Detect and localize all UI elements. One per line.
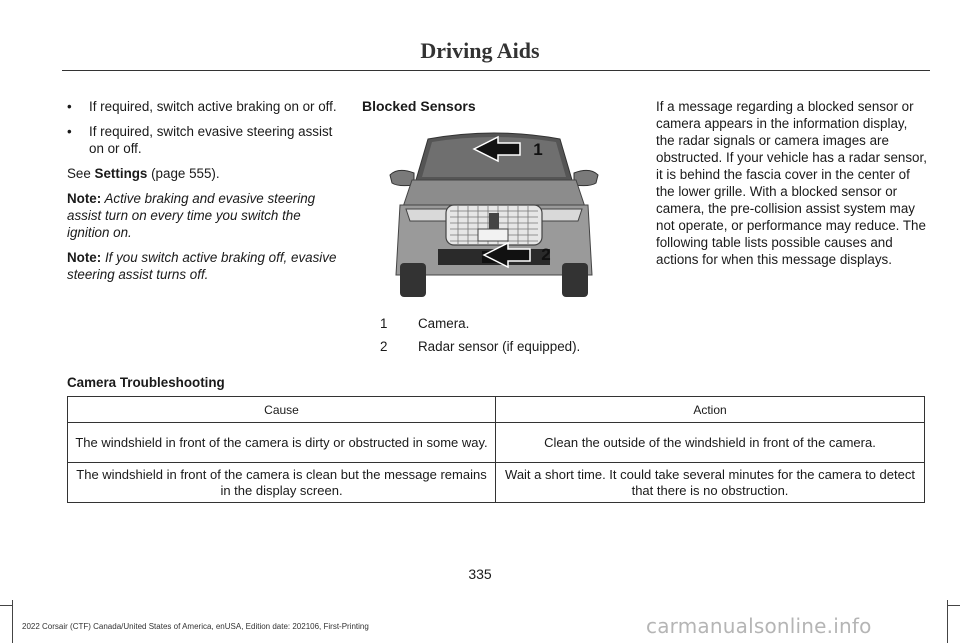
legend-text: Radar sensor (if equipped).: [418, 339, 581, 354]
bullet-item: [67, 123, 339, 157]
note-2: [67, 249, 339, 283]
callout-2-label: 2: [541, 245, 551, 264]
header-action: Action: [496, 397, 925, 423]
crop-mark: [947, 600, 948, 643]
watermark: carmanualsonline.info: [646, 614, 872, 638]
cell-cause: The windshield in front of the camera is dirty or obstructed in some way.: [68, 423, 496, 463]
see-reference: [67, 165, 339, 182]
note-text: Active braking and evasive steering assist turn on every time you switch the ignition on.: [67, 191, 316, 240]
header-divider: [62, 70, 930, 71]
edition-footer: 2022 Corsair (CTF) Canada/United States of America, enUSA, Edition date: 202106, First-Printing: [22, 622, 369, 631]
bullet-item: [67, 98, 339, 115]
cell-action: Clean the outside of the windshield in front of the camera.: [496, 423, 925, 463]
section-heading: Blocked Sensors: [362, 98, 476, 114]
cell-action: Wait a short time. It could take several minutes for the camera to detect that there is no obstruction.: [496, 463, 925, 503]
cell-cause: The windshield in front of the camera is clean but the message remains in the display screen.: [68, 463, 496, 503]
column-right: [656, 98, 928, 268]
bullet-text: If required, switch evasive steering assist on or off.: [89, 124, 333, 156]
table-row: [68, 423, 925, 463]
callout-1-label: 1: [533, 140, 543, 159]
bullet-icon: •: [67, 99, 72, 114]
legend-number: 1: [380, 316, 388, 331]
legend-text: Camera.: [418, 316, 470, 331]
vehicle-front-illustration: [388, 125, 600, 298]
see-prefix: See: [67, 166, 95, 181]
bullet-text: If required, switch active braking on or off.: [89, 99, 337, 114]
header-cause: Cause: [68, 397, 496, 423]
note-1: [67, 190, 339, 241]
page-number: 335: [468, 566, 492, 582]
table-title: Camera Troubleshooting: [67, 375, 225, 390]
note-text: If you switch active braking off, evasive steering assist turns off.: [67, 250, 337, 282]
page-header-title: Driving Aids: [420, 38, 540, 63]
note-label: Note:: [67, 250, 102, 265]
table-header-row: [68, 397, 925, 423]
crop-mark: [12, 600, 13, 643]
note-label: Note:: [67, 191, 102, 206]
table-row: [68, 463, 925, 503]
column-left: [67, 98, 339, 291]
see-suffix: (page 555).: [147, 166, 220, 181]
blocked-sensor-paragraph: If a message regarding a blocked sensor or camera appears in the information display, the radar signals or camera images are obstructed. If your vehicle has a radar sensor, it is behind the fascia cover in the center of the lower grille. With a blocked sensor or camera, the pre-collision assist system may not operate, or performance may reduce. The following table lists possible causes and actions for when this message displays.: [656, 99, 927, 267]
crop-mark: [0, 605, 12, 606]
settings-link[interactable]: Settings: [94, 166, 148, 181]
crop-mark: [947, 605, 960, 606]
legend-number: 2: [380, 339, 388, 354]
camera-troubleshooting-table: [67, 396, 925, 503]
bullet-icon: •: [67, 124, 72, 139]
column-middle: [362, 98, 634, 115]
